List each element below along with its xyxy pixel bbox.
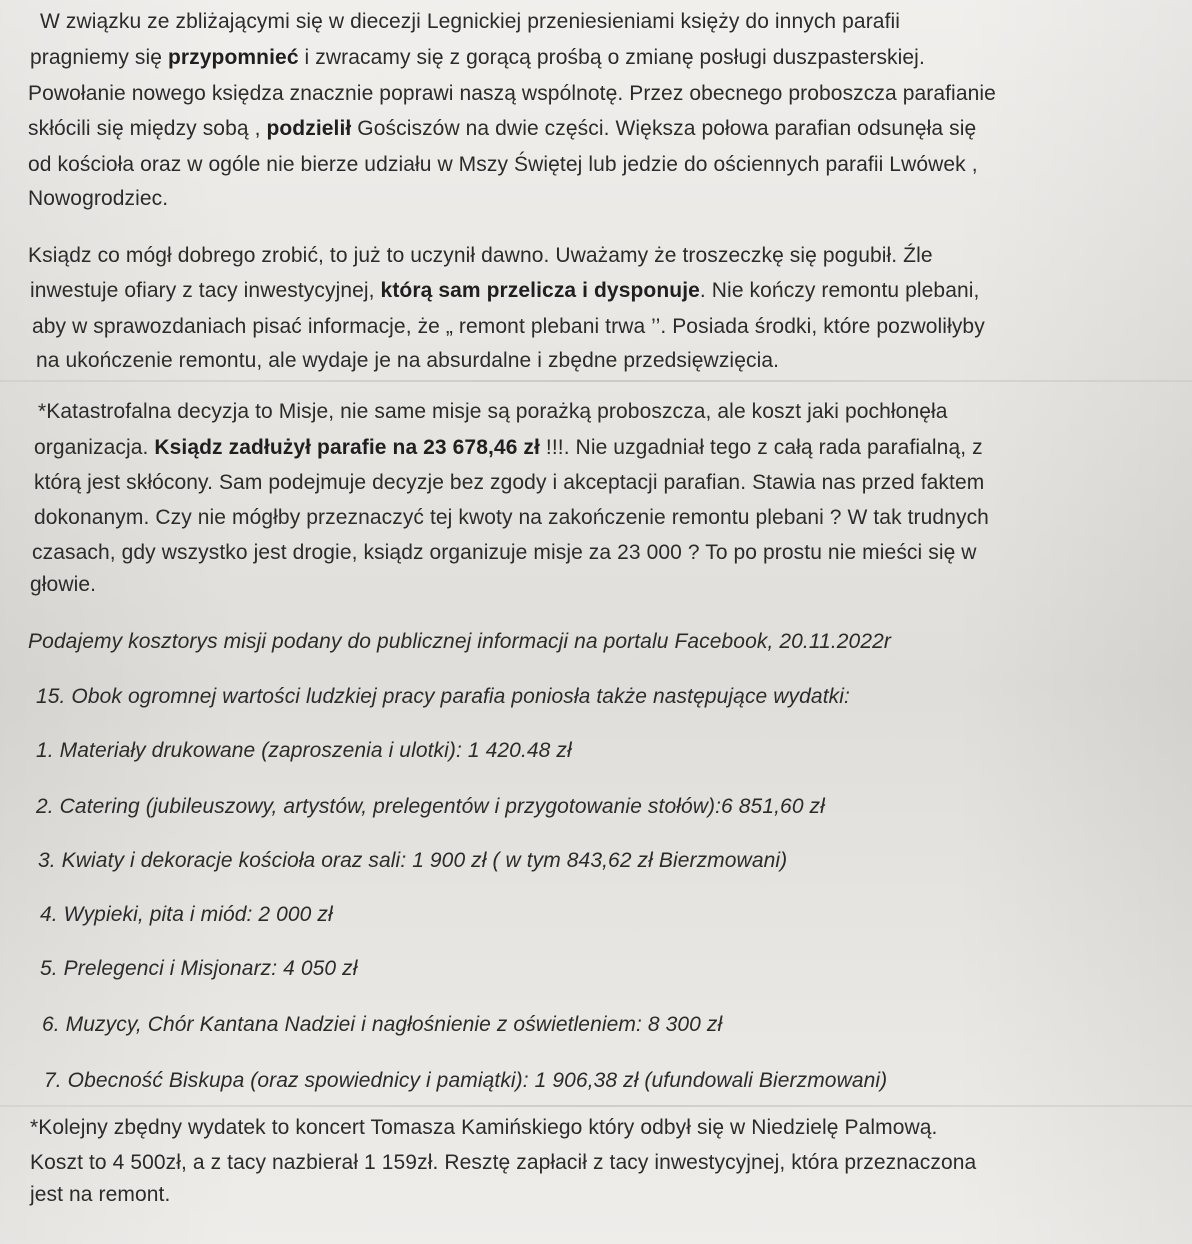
cost-item: 4. Wypieki, pita i miód: 2 000 zł: [40, 903, 333, 926]
text-span: pragniemy się: [30, 46, 168, 69]
para1-line3: Powołanie nowego księdza znacznie poprawi naszą wspólnotę. Przez obecnego proboszcza parafianie: [28, 82, 996, 105]
bold-text: przypomnieć: [167, 46, 299, 69]
para3-line5: czasach, gdy wszystko jest drogie, ksiądz organizuje misje za 23 000 ? To po prostu nie mieści się w: [32, 541, 977, 564]
text-span: . Nie kończy remontu plebani,: [699, 279, 980, 302]
para3-line6: głowie.: [30, 573, 97, 596]
para4-line1: *Kolejny zbędny wydatek to koncert Tomasza Kamińskiego który odbył się w Niedzielę Palmową.: [30, 1116, 938, 1139]
para1-line6: Nowogrodziec.: [28, 187, 169, 210]
para1-line1: W związku ze zbliżającymi się w diecezji Legnickiej przeniesieniami księży do innych parafii: [40, 10, 901, 33]
cost-heading: 15. Obok ogromnej wartości ludzkiej pracy parafia poniosła także następujące wydatki:: [36, 685, 850, 708]
bold-text: Ksiądz zadłużył parafie na 23 678,46 zł: [154, 436, 540, 459]
text-span: !!!. Nie uzgadniał tego z całą rada parafialną, z: [539, 436, 983, 459]
cost-item: 1. Materiały drukowane (zaproszenia i ulotki): 1 420.48 zł: [36, 739, 572, 762]
cost-item: 5. Prelegenci i Misjonarz: 4 050 zł: [40, 957, 358, 980]
text-span: skłócili się między sobą ,: [28, 117, 267, 140]
bold-text: którą sam przelicza i dysponuje: [380, 279, 700, 302]
text-span: Gościszów na dwie części. Większa połowa parafian odsunęła się: [351, 117, 977, 140]
paper-fold-line: [0, 1105, 1192, 1107]
text-span: inwestuje ofiary z tacy inwestycyjnej,: [30, 279, 381, 302]
para3-line3: którą jest skłócony. Sam podejmuje decyzje bez zgody i akceptacji parafian. Stawia nas przed faktem: [34, 471, 985, 494]
para1-line5: od kościoła oraz w ogóle nie bierze udziału w Mszy Świętej lub jedzie do ościennych parafii Lwówek ,: [28, 153, 978, 176]
para2-line3: aby w sprawozdaniach pisać informacje, że „ remont plebani trwa ’’. Posiada środki, które pozwoliłyby: [32, 315, 985, 338]
para2-line4: na ukończenie remontu, ale wydaje je na absurdalne i zbędne przedsięwzięcia.: [36, 349, 780, 372]
cost-intro: Podajemy kosztorys misji podany do publicznej informacji na portalu Facebook, 20.11.2022r: [28, 630, 891, 653]
paper-fold-line: [0, 380, 1192, 382]
cost-item: 6. Muzycy, Chór Kantana Nadziei i nagłośnienie z oświetleniem: 8 300 zł: [42, 1013, 723, 1036]
para2-line2: [30, 276, 979, 306]
cost-item: 3. Kwiaty i dekoracje kościoła oraz sali: 1 900 zł ( w tym 843,62 zł Bierzmowani): [38, 849, 788, 872]
cost-item: 2. Catering (jubileuszowy, artystów, prelegentów i przygotowanie stołów):6 851,60 zł: [36, 795, 825, 818]
para2-line1: Ksiądz co mógł dobrego zrobić, to już to uczynił dawno. Uważamy że troszeczkę się pogubił. Źle: [28, 244, 933, 267]
para1-line4: [28, 114, 976, 144]
bold-text: podzielił: [266, 117, 352, 140]
para4-line3: jest na remont.: [30, 1183, 171, 1206]
para3-line2: [34, 433, 983, 463]
cost-item: 7. Obecność Biskupa (oraz spowiednicy i pamiątki): 1 906,38 zł (ufundowali Bierzmowani): [44, 1069, 888, 1092]
para1-line2: [30, 43, 925, 73]
para3-line4: dokonanym. Czy nie mógłby przeznaczyć tej kwoty na zakończenie remontu plebani ? W tak trudnych: [34, 506, 989, 529]
para4-line2: Koszt to 4 500zł, a z tacy nazbierał 1 159zł. Resztę zapłacił z tacy inwestycyjnej, która przeznaczona: [30, 1151, 977, 1174]
text-span: organizacja.: [34, 436, 155, 459]
text-span: i zwracamy się z gorącą prośbą o zmianę posługi duszpasterskiej.: [298, 46, 925, 69]
para3-line1: *Katastrofalna decyzja to Misje, nie same misje są porażką proboszcza, ale koszt jaki pochłonęła: [38, 400, 948, 423]
